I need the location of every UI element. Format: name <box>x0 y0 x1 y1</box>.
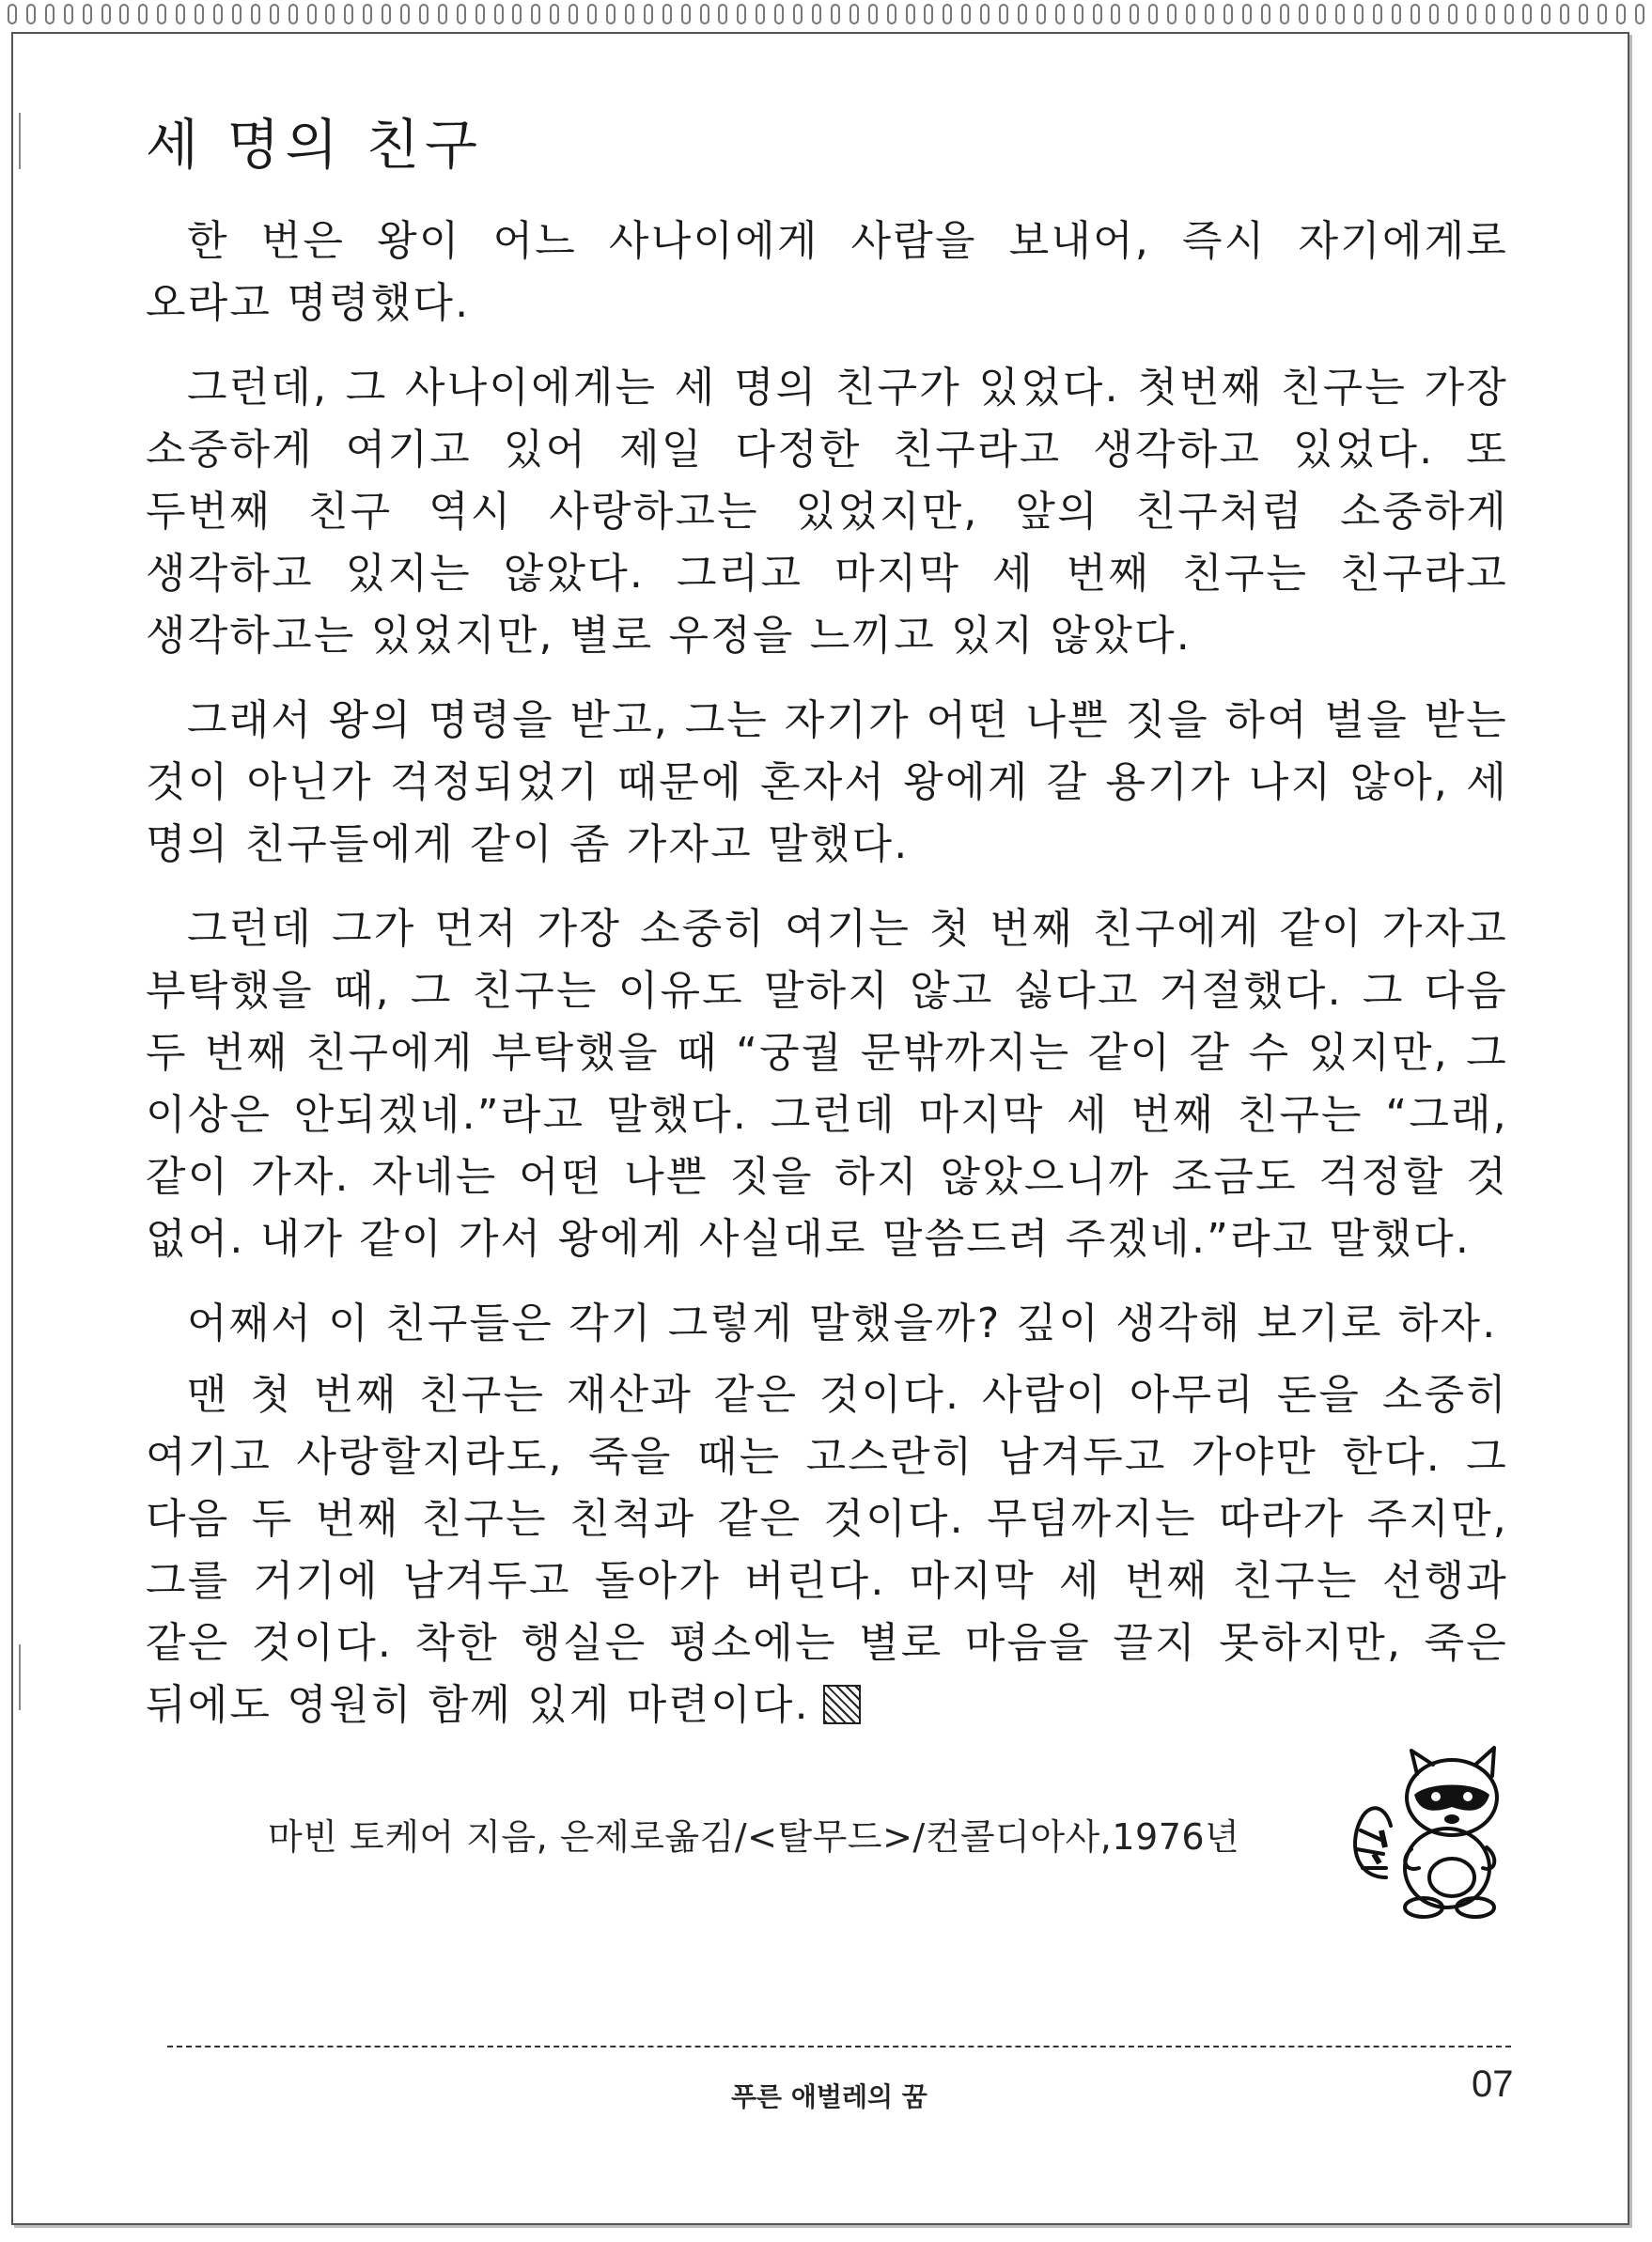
spiral-loop <box>1522 4 1532 24</box>
spiral-loop <box>512 4 522 24</box>
spiral-loop <box>1167 4 1177 24</box>
spiral-loop <box>774 4 784 24</box>
spiral-loop <box>270 4 279 24</box>
spiral-loop <box>1504 4 1514 24</box>
spiral-loop <box>606 4 616 24</box>
spiral-loop <box>1299 4 1308 24</box>
spiral-loop <box>1541 4 1551 24</box>
spiral-loop <box>119 4 129 24</box>
spiral-loop <box>1205 4 1214 24</box>
spiral-loop <box>644 4 653 24</box>
spiral-loop <box>232 4 242 24</box>
spiral-loop <box>756 4 765 24</box>
spiral-loop <box>157 4 166 24</box>
spiral-loop <box>1186 4 1195 24</box>
spiral-loop <box>587 4 597 24</box>
spiral-loop <box>1130 4 1139 24</box>
spiral-loop <box>999 4 1008 24</box>
spiral-loop <box>457 4 466 24</box>
spiral-loop <box>101 4 111 24</box>
spiral-loop <box>662 4 672 24</box>
spiral-loop <box>1018 4 1027 24</box>
spiral-loop <box>831 4 840 24</box>
spiral-loop <box>961 4 971 24</box>
paragraph: 한 번은 왕이 어느 사나이에게 사람을 보내어, 즉시 자기에게로 오라고 명령했다. <box>146 216 1508 327</box>
spiral-loop <box>1074 4 1083 24</box>
spiral-loop <box>887 4 896 24</box>
spiral-loop <box>1392 4 1401 24</box>
spiral-loop <box>438 4 447 24</box>
paragraph: 그래서 왕의 명령을 받고, 그는 자기가 어떤 나쁜 짓을 하여 벌을 받는 것이 아닌가 걱정되었기 때문에 혼자서 왕에게 갈 용기가 나지 않아, 세 명의 친구들에게 같이 좀 가자고 말했다. <box>146 695 1508 868</box>
spiral-loop <box>1429 4 1439 24</box>
spiral-loop <box>1410 4 1420 24</box>
spiral-loop <box>400 4 410 24</box>
paragraph-text: 맨 첫 번째 친구는 재산과 같은 것이다. 사람이 아무리 돈을 소중히 여기고 사랑할지라도, 죽을 때는 고스란히 남겨두고 가야만 한다. 그 다음 두 번째 친구는 친척과 같은 것이다. 무덤까지는 따라가 주지만, 그를 거기에 남겨두고 돌아가 버린다. 마지막 세 번째 친구는 선행과 같은 것이다. 착한 행실은 평소에는 별로 마음을 끌지 못하지만, 죽은 뒤에도 영원히 함께 있게 마련이다. <box>146 1370 1508 1729</box>
spiral-loop <box>45 4 55 24</box>
spiral-loop <box>1223 4 1233 24</box>
paragraph: 그런데 그가 먼저 가장 소중히 여기는 첫 번째 친구에게 같이 가자고 부탁했을 때, 그 친구는 이유도 말하지 않고 싫다고 거절했다. 그 다음 두 번째 친구에게 부탁했을 때 “궁궐 문밖까지는 같이 갈 수 있지만, 그 이상은 안되겠네.”라고 말했다. 그런데 마지막 세 번째 친구는 “그래, 같이 가자. 자네는 어떤 나쁜 짓을 하지 않았으니까 조금도 걱정할 것 없어. 내가 같이 가서 왕에게 사실대로 말씀드려 주겠네.”라고 말했다. <box>146 904 1508 1263</box>
spiral-loop <box>550 4 559 24</box>
spiral-loop <box>1093 4 1102 24</box>
spiral-loop <box>1467 4 1476 24</box>
page-number: 07 <box>1472 2063 1514 2105</box>
spiral-loop <box>1148 4 1158 24</box>
margin-mark <box>19 113 21 169</box>
spiral-loop <box>718 4 727 24</box>
spiral-loop <box>1448 4 1457 24</box>
spiral-loop <box>64 4 73 24</box>
spiral-loop <box>307 4 317 24</box>
spiral-loop <box>868 4 878 24</box>
spiral-loop <box>1280 4 1289 24</box>
spiral-loop <box>943 4 952 24</box>
raccoon-illustration-icon <box>1344 1736 1513 1924</box>
spiral-loop <box>363 4 372 24</box>
spiral-loop <box>195 4 204 24</box>
spiral-loop <box>569 4 578 24</box>
footer-publication-title: 푸른 애벌레의 꿈 <box>731 2081 927 2112</box>
spiral-loop <box>325 4 335 24</box>
spiral-loop <box>382 4 391 24</box>
spiral-binding <box>0 0 1652 32</box>
spiral-loop <box>1242 4 1252 24</box>
spiral-loop <box>1111 4 1120 24</box>
spiral-loop <box>419 4 429 24</box>
spiral-loop <box>906 4 915 24</box>
spiral-loop <box>812 4 821 24</box>
spiral-loop <box>1036 4 1046 24</box>
spiral-loop <box>1579 4 1588 24</box>
spiral-loop <box>700 4 709 24</box>
spiral-loop <box>344 4 353 24</box>
spiral-loop <box>737 4 746 24</box>
spiral-loop <box>1055 4 1065 24</box>
spiral-loop <box>1597 4 1607 24</box>
spiral-loop <box>213 4 223 24</box>
spiral-loop <box>849 4 859 24</box>
citation: 마빈 토케어 지음, 은제로옮김/<탈무드>/컨콜디아사,1976년 <box>268 1816 1240 1858</box>
spiral-loop <box>1635 4 1644 24</box>
spiral-loop <box>924 4 933 24</box>
spiral-loop <box>494 4 504 24</box>
article-title: 세 명의 친구 <box>146 113 484 177</box>
paragraph: 어째서 이 친구들은 각기 그렇게 말했을까? 깊이 생각해 보기로 하자. <box>187 1299 1498 1347</box>
spiral-loop <box>1335 4 1345 24</box>
spiral-loop <box>138 4 148 24</box>
spiral-loop <box>1354 4 1364 24</box>
spiral-loop <box>1261 4 1270 24</box>
spiral-loop <box>681 4 691 24</box>
spiral-loop <box>1616 4 1626 24</box>
paragraph-last <box>146 1364 1508 1736</box>
spiral-loop <box>531 4 540 24</box>
article-body <box>146 113 1508 1759</box>
spiral-loop <box>1486 4 1495 24</box>
spiral-loop <box>793 4 803 24</box>
spiral-loop <box>26 4 36 24</box>
end-of-article-mark-icon <box>823 1685 861 1724</box>
spiral-loop <box>475 4 485 24</box>
footer-divider <box>167 2046 1511 2047</box>
spiral-loop <box>8 4 17 24</box>
spiral-loop <box>251 4 260 24</box>
spiral-loop <box>176 4 185 24</box>
paragraph: 그런데, 그 사나이에게는 세 명의 친구가 있었다. 첫번째 친구는 가장 소중하게 여기고 있어 제일 다정한 친구라고 생각하고 있었다. 또 두번째 친구 역시 사랑하고는 있었지만, 앞의 친구처럼 소중하게 생각하고 있지는 않았다. 그리고 마지막 세 번째 친구는 친구라고 생각하고는 있었지만, 별로 우정을 느끼고 있지 않았다. <box>146 363 1508 660</box>
spiral-loop <box>1560 4 1569 24</box>
margin-mark <box>19 1644 21 1710</box>
spiral-loop <box>625 4 634 24</box>
spiral-loop <box>1317 4 1326 24</box>
spiral-loop <box>288 4 298 24</box>
spiral-loop <box>1373 4 1382 24</box>
spiral-loop <box>980 4 990 24</box>
spiral-loop <box>83 4 92 24</box>
